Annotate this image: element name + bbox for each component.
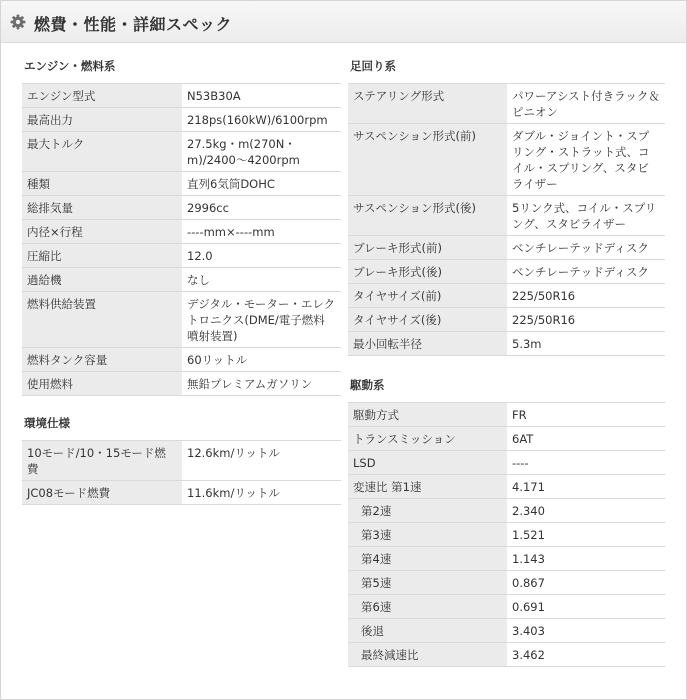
spec-label: 最大トルク [22, 132, 182, 172]
environment-table [22, 440, 341, 505]
spec-label: トランスミッション [348, 427, 507, 451]
engine-section-title: エンジン・燃料系 [24, 59, 116, 73]
table-row [22, 132, 341, 172]
spec-label: 第4速 [348, 547, 507, 571]
table-row [348, 571, 665, 595]
table-row [22, 172, 341, 196]
spec-value: ---- [507, 451, 665, 475]
spec-value: 3.462 [507, 643, 665, 667]
spec-label: 燃料供給装置 [22, 292, 182, 348]
table-row [22, 244, 341, 268]
table-row [348, 260, 665, 284]
spec-label: ステアリング形式 [348, 84, 507, 124]
spec-value: 12.6km/リットル [182, 441, 341, 481]
spec-value: 無鉛プレミアムガソリン [182, 372, 341, 396]
spec-label: LSD [348, 451, 507, 475]
table-row [348, 236, 665, 260]
spec-label: 変速比 第1速 [348, 475, 507, 499]
panel-header [1, 1, 686, 43]
spec-label: 第5速 [348, 571, 507, 595]
spec-value: 218ps(160kW)/6100rpm [182, 108, 341, 132]
suspension-section [348, 58, 665, 356]
table-row [348, 547, 665, 571]
spec-label: 最終減速比 [348, 643, 507, 667]
spec-label: 第3速 [348, 523, 507, 547]
spec-value: 11.6km/リットル [182, 481, 341, 505]
table-row [22, 220, 341, 244]
table-row [22, 84, 341, 108]
spec-value: 3.403 [507, 619, 665, 643]
drivetrain-table [348, 402, 665, 667]
table-row [22, 292, 341, 348]
spec-value: 5リンク式、コイル・スプリング、スタビライザー [507, 196, 665, 236]
spec-value: ベンチレーテッドディスク [507, 236, 665, 260]
spec-value: 0.691 [507, 595, 665, 619]
environment-section-title: 環境仕様 [24, 416, 70, 430]
spec-label: 最小回転半径 [348, 332, 507, 356]
spec-label: ブレーキ形式(前) [348, 236, 507, 260]
spec-label: ブレーキ形式(後) [348, 260, 507, 284]
spec-label: エンジン型式 [22, 84, 182, 108]
table-row [348, 427, 665, 451]
spec-label: サスペンション形式(後) [348, 196, 507, 236]
spec-label: 内径×行程 [22, 220, 182, 244]
table-row [348, 523, 665, 547]
spec-label: JC08モード燃費 [22, 481, 182, 505]
spec-label: 10モード/10・15モード燃費 [22, 441, 182, 481]
gear-icon [10, 14, 26, 30]
table-row [348, 595, 665, 619]
drivetrain-section-title: 駆動系 [350, 378, 385, 392]
spec-value: FR [507, 403, 665, 427]
spec-value: 2.340 [507, 499, 665, 523]
table-row [22, 372, 341, 396]
spec-label: 過給機 [22, 268, 182, 292]
table-row [348, 84, 665, 124]
spec-value: パワーアシスト付きラック＆ピニオン [507, 84, 665, 124]
spec-value: 6AT [507, 427, 665, 451]
spec-value: なし [182, 268, 341, 292]
drivetrain-section [348, 377, 665, 667]
spec-label: 種類 [22, 172, 182, 196]
spec-value: 27.5kg・m(270N・m)/2400〜4200rpm [182, 132, 341, 172]
spec-value: 1.143 [507, 547, 665, 571]
table-row [348, 619, 665, 643]
spec-label: 駆動方式 [348, 403, 507, 427]
spec-label: タイヤサイズ(後) [348, 308, 507, 332]
environment-section [22, 415, 341, 505]
spec-value: N53B30A [182, 84, 341, 108]
spec-label: タイヤサイズ(前) [348, 284, 507, 308]
spec-value: 12.0 [182, 244, 341, 268]
spec-value: 1.521 [507, 523, 665, 547]
suspension-table [348, 83, 665, 356]
suspension-section-title: 足回り系 [350, 59, 396, 73]
table-row [22, 441, 341, 481]
table-row [348, 643, 665, 667]
spec-value: 4.171 [507, 475, 665, 499]
spec-value: 0.867 [507, 571, 665, 595]
spec-value: ベンチレーテッドディスク [507, 260, 665, 284]
engine-table [22, 83, 341, 396]
table-row [22, 196, 341, 220]
spec-value: 225/50R16 [507, 284, 665, 308]
spec-label: 最高出力 [22, 108, 182, 132]
spec-value: 5.3m [507, 332, 665, 356]
table-row [348, 451, 665, 475]
spec-value: ----mm×----mm [182, 220, 341, 244]
table-row [22, 348, 341, 372]
spec-label: 後退 [348, 619, 507, 643]
table-row [22, 268, 341, 292]
spec-label: 圧縮比 [22, 244, 182, 268]
spec-value: デジタル・モーター・エレクトロニクス(DME/電子燃料噴射装置) [182, 292, 341, 348]
spec-label: 燃料タンク容量 [22, 348, 182, 372]
spec-label: 第6速 [348, 595, 507, 619]
spec-value: ダブル・ジョイント・スプリング・ストラット式、コイル・スプリング、スタビライザー [507, 124, 665, 196]
table-row [22, 481, 341, 505]
spec-value: 2996cc [182, 196, 341, 220]
page-title: 燃費・性能・詳細スペック [34, 15, 233, 34]
table-row [348, 332, 665, 356]
table-row [22, 108, 341, 132]
engine-section [22, 58, 341, 396]
spec-value: 225/50R16 [507, 308, 665, 332]
spec-label: 使用燃料 [22, 372, 182, 396]
spec-label: 第2速 [348, 499, 507, 523]
table-row [348, 308, 665, 332]
spec-label: 総排気量 [22, 196, 182, 220]
table-row [348, 475, 665, 499]
spec-label: サスペンション形式(前) [348, 124, 507, 196]
spec-value: 直列6気筒DOHC [182, 172, 341, 196]
table-row [348, 124, 665, 196]
spec-value: 60リットル [182, 348, 341, 372]
table-row [348, 499, 665, 523]
table-row [348, 284, 665, 308]
table-row [348, 403, 665, 427]
table-row [348, 196, 665, 236]
